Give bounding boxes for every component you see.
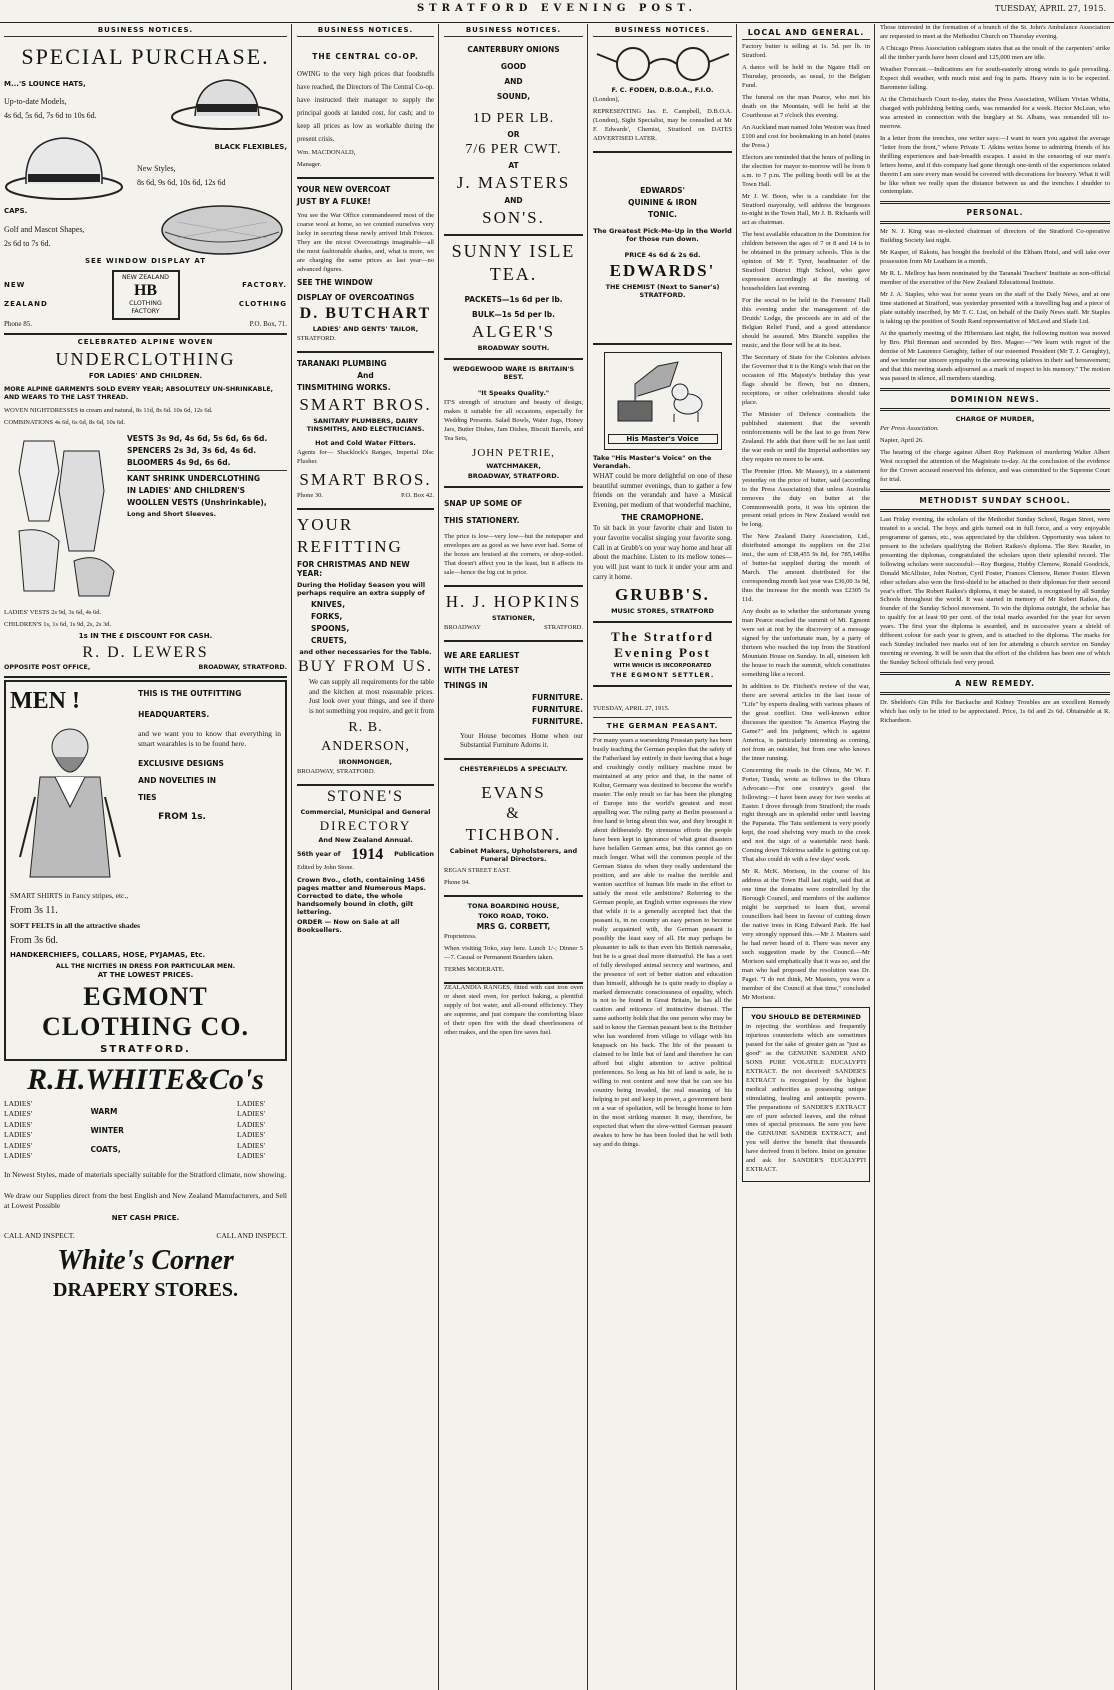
ad-text: SEE THE WINDOW [297,278,373,288]
ad-title: TICHBON. [465,824,562,844]
ad-title: R. B. [348,719,383,735]
news-paragraph: The Minister of Defence contradicts the published statement that the seventh reinforcements will be the last to go from New Zealand. He adds that there will be no last until the war ends or until the Imperial authorities say they require no more to be sent. [742,410,870,463]
logo-text: His Master's Voice [608,434,718,444]
ad-text: GOOD [500,62,527,71]
sanders-extract-ad [742,1007,870,1182]
news-paragraph: Mr N. J. King was re-elected chairman of directors of the Stratford Co-operative Building Society last night. [880,228,1110,245]
ladies-label: LADIES' [4,1099,33,1109]
ad-title: ANDERSON, [321,738,410,754]
ad-text: THE EGMONT SETTLER. [610,671,715,680]
ad-text: FACTORY. [242,281,287,290]
ad-text: CHILDREN'S 1s, 1s 6d, 1s 9d, 2s, 2s 3d. [4,620,112,628]
ad-text: Cabinet Makers, Upholsterers, and Funeral Directors. [449,846,578,863]
table-item: SPOONS, [311,624,350,634]
ad-title: MEN ! [10,687,80,714]
ad-text: TERMS MODERATE. [444,965,505,973]
column-4 [589,24,737,1690]
ad-text: AT THE LOWEST PRICES. [97,971,194,980]
ad-text: HANDKERCHIEFS, COLLARS, HOSE, PYJAMAS, Etc. [10,950,206,959]
ladies-list [237,1099,287,1161]
section-heading: METHODIST SUNDAY SCHOOL. [919,495,1071,505]
news-paragraph: Weather Forecast.—Indications are for south-easterly strong winds to gale prevailing. Expect dull weather, with much mist and fog in parts. Heavy rain is to be expected. Barometer falling. [880,65,1110,91]
issue-date: TUESDAY, APRIL 27, 1915. [593,705,670,713]
ad-text: MRS G. CORBETT, [476,921,551,931]
ad-text: Your House becomes Home when our Substantial Furniture Adorns it. [460,731,583,750]
news-paragraph: For the social to be held in the Foresters' Hall this evening under the management of the Druids' Lodge, the proceeds are in aid of the Belgian Relief Fund, and a good attendance should be assured. Mrs Bianchi supplies the music, and the floor will be at its best. [742,297,870,350]
newspaper-nameplate: The Stratford Evening Post [611,629,714,661]
column-header: BUSINESS NOTICES. [444,26,583,37]
ad-text: WINTER [90,1126,124,1136]
news-paragraph: In addition to Dr. Fitchett's review of the war, there are several articles in the last issue of "Life" by experts dealing with various phases of the great conflict. One well-known editor discusses the question "Is America Playing the Game?" and his judgment, which is against America, is particularly interesting as coming, not from an outsider, but from one who knows the inner running. [742,682,870,762]
ad-title: UNDERCLOTHING [55,349,236,370]
ad-text: STRATFORD. [544,623,583,631]
ad-text: WATCHMAKER, [486,461,541,470]
ad-text: AND [504,196,523,205]
ad-title: TOKO ROAD, TOKO. [478,911,549,920]
news-paragraph: At the Christchurch Court to-day, states the Press Association, William Vivian Whitta, charged with publishing betting cards, was remanded for a week. Hector McLean, who was arrested in connection with the burglary at St. Albans, was remanded till to-morrow. [880,95,1110,130]
news-paragraph: An Auckland man named John Weston was fined £100 and cost for bookmaking in an hotel (states the Press.) [742,123,870,149]
ad-text: ZEALANDIA RANGES, fitted with cast iron oven or sheet steel oven, for perfect baking, a plentiful supply of hot water, and all-round efficiency. They are supreme, and just compare the comforting blaze of their open fire with the dead cheerlessness of other makes, and the open fire saves fuel. [444,983,583,1036]
ad-text: 4s 6d, 5s 6d, 7s 6d to 10s 6d. [4,110,97,120]
ad-text: Commercial, Municipal and General [300,807,431,816]
ad-text: STATIONER, [492,613,535,622]
ad-title: GRUBB'S. [615,585,710,605]
ad-text: SOUND, [496,92,531,101]
ad-title: THE CRAMOPHONE. [621,513,704,523]
ad-text: Golf and Mascot Shapes, [4,225,85,235]
ad-text: BROADWAY, STRATFORD. [198,663,287,671]
ad-text: CLOTHING [238,300,287,309]
ad-title: D. BUTCHART [299,305,432,323]
article-heading: CHARGE OF MURDER, [955,414,1035,423]
column-header: BUSINESS NOTICES. [297,26,434,37]
ad-text: Proprietress. [444,932,477,940]
article-body: For many years a warseeking Prussian party has been busily teaching the German peoples that the safety of the Fatherland lay entirely in their having that a huge and crushingly costly military machine must be maintained at any price and that, in the name of Kultur, Germany was destined to become the world's master. The only result so far has been the plunging of Europe into the world's greatest and most appalling war. The ruling party at Berlin possessed a free hand to bring about this war, and they brought it about deliberately. By strenuous efforts the people have been kept in ignorance of what great disasters have befallen German arms, but this cannot go on much longer. What will the common people of the German States do when they really understand the position, and are able to realise the terrible and wanton sacrifice of human life made in the effort to satisfy the most vile ambitions? Referring to the German people, an English writer expresses the view that while it is a generally accepted fact that the peasant is, in no country an easy person to become really acquainted with, the German peasant is possibly the least easy of all. He may perhaps be pleasanter to talk to than even his British namesake, but he is a great deal more distrustful. He has a sort of fully developed animal secrecy and wariness, and the presence of sort of better station and education than himself, although he is quite ready to display a marked democratic consciousness of equality, which is not to be found in Great Britain, he has all the caution and reticence of instinctive distrust. The same authority holds that the one person who may be said to know the German peasant best is the Britisher who has wandered from village to village with his knapsack on his back. The life of the peasant is claimed to be little but of land and therefore he can afford but slight attention to active political preferences. So long as his bit of land is safe, he is willing to rest content and now that he can see his country being invaded, the real meaning of his helping to put and keep in power, a government bent on a war of spoliation, will be brought home to him in the most striking manner. It may, therefore, be expected that when the slow-witted German peasant awakes to how he has been fooled that he will both say and do things. [593,737,732,1148]
ad-text: and we want you to know that everything in smart wearables is to be found here. [138,728,281,748]
personal-news-list [880,228,1110,384]
ad-text: AND NOVELTIES IN [138,776,217,786]
ad-title: & [506,804,521,822]
ad-text: We draw our Supplies direct from the best English and New Zealand Manufacturers, and Sell at Lowest Possible [4,1190,287,1210]
issue-date: TUESDAY, APRIL 27, 1915. [995,4,1106,13]
ad-text: Manager. [297,161,322,169]
ad-text: REGAN STREET EAST. [444,866,511,874]
column-5 [738,24,875,1690]
phone-number: Phone 94. [444,878,470,886]
ad-text: LADIES' VESTS 2s 9d, 3s 6d, 4s 6d. [4,608,102,616]
column-header: BUSINESS NOTICES. [4,26,287,37]
ad-title: THE CENTRAL CO-OP. [312,52,419,61]
ad-title: R.H.WHITE&Co's [27,1063,264,1097]
ad-title: EDWARDS' [609,260,716,280]
column-1 [0,24,292,1690]
ladies-label: LADIES' [4,1140,33,1150]
ad-text: SPENCERS 2s 3d, 3s 6d, 4s 6d. [127,445,257,455]
egmont-clothing-ad [4,680,287,1062]
ad-title: SON'S. [482,208,545,227]
ad-text: WITH WHICH IS INCORPORATED [613,663,712,670]
ad-price: 7/6 PER CWT. [465,142,562,157]
ad-text: AND [504,77,523,86]
news-paragraph: Electors are reminded that the hours of polling in the election for mayor to-morrow will be from 9 a.m. to 7 p.m. The polling booth will be at the Town Hall. [742,153,870,188]
spectacles-icon [593,44,733,84]
ad-text: To sit back in your favorite chair and listen to your favorite vocalist singing your favorite song. Call in at Grubb's on your way home and hear all about the machine. Listen to its mellow tones—you will just want to tuck it under your arm and carry it home. [593,524,732,581]
news-paragraph: Those interested in the formation of a branch of the St. John's Ambulance Association are requested to meet at the Methodist Church on Thursday evening. [880,24,1110,40]
ad-text: NEW [4,281,26,290]
po-box: P.O. Box 42. [400,492,434,500]
ad-text: When visiting Toko, stay here. Lunch 1/-; Dinner 5—7. Casual or Permanent Boarders taken. [444,944,583,961]
ad-title: STONE'S [326,787,405,805]
ad-text: 1914 [351,845,384,863]
column-3 [440,24,588,1690]
ad-text: and other necessaries for the Table. [299,648,432,657]
column-2 [293,24,439,1690]
table-items-list [297,600,434,645]
ad-text: CALL AND INSPECT. [4,1231,75,1241]
gentleman-illustration [10,717,130,887]
ad-text: SEE WINDOW DISPLAY AT [84,257,207,265]
ladies-label: LADIES' [4,1130,33,1140]
ad-text: HEADQUARTERS. [138,709,210,719]
ad-text: CAPS. [4,206,28,215]
masthead [0,0,1114,23]
ad-price: PRICE 4s 6d & 2s 6d. [624,250,701,259]
ad-text: 1s IN THE £ DISCOUNT FOR CASH. [78,632,213,641]
article-body: Dr. Sheldon's Gin Pills for Backache and Kidney Troubles are an excellent Remedy which has only to be tried to be appreciated. Price, 1s 6d and 2s 6d. Obtainable at R. Richardson. [880,699,1110,725]
ad-title: F. C. FODEN, D.B.O.A., F.I.O. [611,86,714,94]
ad-text: BLACK FLEXIBLES, [214,143,287,152]
ad-title: WEDGEWOOD WARE IS BRITAIN'S BEST. [452,365,575,381]
cap-illustration [157,202,287,257]
article-byline: Per Press Association. [880,424,939,432]
ad-title: SUNNY ISLE [451,241,576,261]
ad-text: CELEBRATED ALPINE WOVEN [77,338,214,347]
ad-title: TINSMITHING WORKS. [297,383,391,393]
ad-text: In Newest Styles, made of materials specially suitable for the Stratford climate, now showing. [4,1170,287,1180]
ad-title: EVANS [481,782,546,802]
ad-text: FURNITURE. [531,704,583,714]
section-heading: DOMINION NEWS. [950,394,1040,404]
ad-title: TEA. [489,264,538,284]
gramophone-dog-icon [608,356,712,428]
ad-text: BROADWAY [444,623,481,631]
ad-text: New Styles, [137,163,176,173]
ad-text: TIES [138,793,157,803]
ladies-garments-illustration [4,431,124,601]
ad-text: DISPLAY OF OVERCOATINGS [297,293,415,303]
table-item: CRUETS, [311,636,347,646]
ad-title: JUST BY A FLUKE! [297,197,371,207]
ad-text: SOFT FELTS in all the attractive shades [10,920,141,930]
news-paragraph: Mr Kasper, of Rakotu, has bought the freehold of the Eltham Hotel, and will take over possession from Mr Leatham in a month. [880,249,1110,266]
section-heading: A NEW REMEDY. [955,679,1035,689]
ad-text: SANITARY PLUMBERS, DAIRY TINSMITHS, AND ELECTRICIANS. [306,417,425,434]
ad-text: 8s 6d, 9s 6d, 10s 6d, 12s 6d [137,177,226,187]
ladies-label: LADIES' [4,1150,33,1160]
ad-text: Wm. MACDONALD, [297,149,356,157]
ladies-label: LADIES' [4,1119,33,1129]
news-paragraph: At the quarterly meeting of the Hibernians last night, the following motion was moved by Bro. Phil Brennan and seconded by Bro. Magee:—"We learn with regret of the demise of Mr Laurence Geraghty, father of our esteemed President (Mr T. J. Geraghty), and we tender our sincere sympathy to the sorrowing relatives in their sad bereavement; and that this meeting stands adjourned as a mark of respect to his memory." The motion was passed in silence, all members standing. [880,330,1110,382]
ad-text: STRATFORD. [100,1044,191,1056]
article-dateline: Napier, April 26. [880,436,924,444]
local-news-list [742,43,870,1003]
column-header: BUSINESS NOTICES. [593,26,732,37]
ad-text: AT [508,161,519,170]
ad-title: SNAP UP SOME OF [444,498,523,508]
ad-title: BUY FROM US. [298,658,433,676]
ad-text: From 3s 6d. [10,935,59,947]
ad-text: From 3s 11. [10,904,58,916]
table-item: FORKS, [311,612,343,622]
ad-text: FURNITURE. [531,692,583,702]
ad-text: OWING to the very high prices that foodstuffs have reached, the Directors of The Central Co-op. have instructed their manager to supply the principal goods at landed cost, for cash; and to keep all prices as low as workable during the present crisis. [297,71,434,143]
news-paragraph: In a letter from the trenches, one writer says:—I want to warn you against the average "letter from the front," where Private T. Atkins writes home to admiring friends of his thrilling experiences and hair-breadth escapes. I assist in the censoring of our men's letters home, and if this company had gone through one-tenth of the experiences related therein I am sure every man would be covered with decorations for bravery. What it will be like when we really span the distance between us and the trenches I shudder to contemplate. [880,134,1110,196]
ad-text: ZEALAND [4,300,48,309]
ad-text: VESTS 3s 9d, 4s 6d, 5s 6d, 6s 6d. [127,433,268,443]
ad-title: TONIC. [648,209,677,219]
ladies-label: LADIES' [237,1109,266,1119]
ad-title: H. J. HOPKINS [445,591,582,611]
ad-title: THINGS IN [444,680,488,690]
ad-title: THIS STATIONERY. [444,515,520,525]
ladies-list [4,1099,54,1161]
ad-price: PACKETS—1s 6d per lb. [464,295,563,304]
ad-text: LADIES' AND GENTS' TAILOR, [312,325,419,334]
ad-text: Agents for— Shacklock's Ranges, Imperial Dlsc Flusher. [297,449,434,466]
ad-text: Edited by John Stone. [297,863,355,871]
ad-text: WHAT could be more delightful on one of these beautiful summer evenings, than to gather a few friends on the verandah and have a Musical Evening, per medium of that wonderful machine, [593,471,732,509]
ad-text: FURNITURE. [531,716,583,726]
ad-text: FOR LADIES' AND CHILDREN. [88,372,203,381]
ad-title: EDWARDS' [640,185,685,195]
ad-title: White's Corner [57,1244,234,1276]
ad-text: EXCLUSIVE DESIGNS [138,759,224,769]
ad-text: IRONMONGER, [338,757,393,766]
ad-title: DIRECTORY [319,817,412,833]
ad-text: THE CHEMIST (Next to Saner's) STRATFORD. [605,282,720,299]
boater-hat-illustration [167,72,287,132]
ad-title: TONA BOARDING HOUSE, [467,901,560,910]
ad-text: Up-to-date Models, [4,96,67,106]
ad-title: YOUR [297,515,354,535]
ad-text: (London), [593,96,620,103]
news-paragraph: Mr R. L. Mellroy has been nominated by the Taranaki Teachers' Institute as non-official member of the executive of the New Zealand Educational Institute. [880,270,1110,287]
po-box: P.O. Box, 71. [249,320,287,329]
ad-text: THIS IS THE OUTFITTING [138,688,242,698]
ad-title: SPECIAL PURCHASE. [21,44,270,69]
ad-text: MUSIC STORES, STRATFORD [611,607,714,616]
ad-text: OPPOSITE POST OFFICE, [4,663,91,671]
ad-text: WARM [90,1107,118,1117]
news-paragraph: A Chicago Press Association cablegram states that as the result of the carpenters' strike all the timber yards have been closed and 125,000 men are idle. [880,44,1110,61]
ad-text: Hot and Cold Water Fitters. [315,439,416,448]
article-heading: THE GERMAN PEASANT. [606,722,719,731]
ad-text: BROADWAY SOUTH. [477,344,550,352]
ladies-label: LADIES' [237,1140,266,1150]
news-paragraph: Mr R. McK. Morison, in the course of his address at the Town Hall last night, said that at one time the domains were controlled by the Borough Council, and members of the audience might be surprised to learn that, several councillors had been in favour of cutting down the native trees in King Edward Park. He had very strongly opposed this.—Mr J. Masters said he had never heard of it. There was never any such suggestion made by the Council.—Mr Morison said emphatically that it was so, and the man who had proposed the resolution was Dr. Paget. "I do not think, Mr Masters, you were a member of the Council at that time," concluded Mr Morison. [742,868,870,1001]
ad-text: OR [507,130,520,139]
news-paragraph: Factory butter is selling at 1s. 5d. per lb. in Stratford. [742,43,870,59]
ad-title: Take "His Master's Voice" on the Verandah. [593,453,712,470]
ad-text: NET CASH PRICE. [111,1214,180,1223]
ad-title: YOU SHOULD BE DETERMINED [751,1012,861,1021]
ad-title: TARANAKI PLUMBING [297,359,387,369]
methodist-news-list [880,516,1110,668]
ad-text: We can supply all requirements for the table and the kitchen at most reasonable prices. Just look over your things, and see if there is not something you require, and get it from [309,678,435,715]
ad-text: SMART SHIRTS in Fancy stripes, etc., [10,890,129,900]
ad-title: R. D. LEWERS [82,643,209,661]
ad-text: FOR CHRISTMAS AND NEW YEAR: [297,560,410,579]
ad-text: M...'S LOUNCE HATS, [4,80,86,89]
ad-title: ALGER'S [471,322,556,341]
ladies-label: LADIES' [237,1099,266,1109]
ad-title: JOHN PETRIE, [472,446,555,459]
phone-number: Phone 85. [4,320,32,329]
newspaper-title: STRATFORD EVENING POST. [417,3,697,14]
news-paragraph: Last Friday evening, the scholars of the Methodist Sunday School, Regan Street, were treated to a social. The boys and girls turned out in full force, and a very enjoyable programme of games, etc., was appreciated by the children. Opportunity was taken to present to the scholars qualifying the Robert Raikes's diploma. The Rev. Reader, in presenting the diplomas, congratulated the scholars upon their splendid record. The following scholars were successful:—Roy Burgess, Hubby Clemow, Ronald Goodrick, Donald McAllister, John Norton, Cyril Foster, Frances Clemow, Renee Foster. Eleven other scholars also won the first-shield to be attached to their diplomas for their second year's effort. The Robert Raikes's diploma, it may be stated, is recognised by all Sunday Schools throughout the world. It was started in memory of Mr Robert Raikes, the founder of the Sunday School movement. To win the diploma outright, the scholar has to qualify for at least 90 per cent. of the total marks awarded for the year for seven years. The first year the diploma is awarded, and in successive years a shield of different colour for each year is given, and is attached to the diploma. The marks for each Sunday included two marks out of ten for attending a church service on Sunday morning or evening. It will be seen that the effort of the children has been one of which the Sunday School officials feel very proud. [880,515,1110,667]
ad-text: 2s 6d to 7s 6d. [4,239,51,249]
his-masters-voice-logo [604,352,722,450]
ad-text: BROADWAY, STRATFORD. [467,471,560,480]
ad-text: The Greatest Pick-Me-Up in the World for those run down. [593,226,732,243]
ad-price: BULK—1s 5d per lb. [472,310,555,319]
table-item: KNIVES, [311,600,346,610]
news-paragraph: Mr J. A. Staples, who was for some years on the staff of the Daily News, and at one time stationed at Stratford, was yesterday presented with a travelling bag and a piece of plate suitably inscribed, by Mr T. C. List, on behalf of the Daily News staff. Mr Staples is taking up the position of South Rand representative of McLeod and Slade Ltd. [880,291,1110,326]
ad-text: The price is low—very low—but the notepaper and envelopes are as good as we have ever had. Some of the boxes are bruised at the corners, or shop-soiled. That doesn't affect you in the least, but it affects its sale—hence the big cut in price. [444,532,583,576]
ad-text: REPRESENTING Jas. E. Campbell, D.B.O.A. (London), Sight Specialist, may be consulted at Mr F. Edwards', Chemist, Stratford on DATES ADVERTISED LATER. [593,107,732,142]
ad-text: IT'S strength of structure and beauty of design, makes it suitable for all occasions, especially for Wedding Presents. Salad Bowls, Water Jugs, Honey Jars, Butter Dishes, Jam Dishes, Biscuit Barrels, and Tea Sets, [444,399,583,442]
ad-price: 1D PER LB. [472,111,555,126]
ad-text: COATS, [90,1145,121,1155]
ad-title: WITH THE LATEST [444,665,519,675]
ad-text: BROADWAY, STRATFORD. [297,767,376,775]
news-paragraph: The Secretary of State for the Colonies advises the Governor that it is the King's wish that on the occasion of His Majesty's birthday this year flags should be flown, but no dinners, receptions, or other celebrations should take place. [742,354,870,406]
ad-text: You see the War Office commandeered most of the coarse wool at home, so we counted ourselves very lucky in securing these newly arrived Irish Friezes. They are the nicest Overcoatings imaginable—all the most fashionable shades, and, what is more, we are charging the same prices as last year—no advanced figures. [297,212,434,274]
alpine-underclothing-ad [4,335,287,677]
ad-text: CALL AND INSPECT. [216,1231,287,1241]
column-6 [876,24,1114,1690]
ad-text: ALL THE NICITIES IN DRESS FOR PARTICULAR MEN. [55,963,236,970]
ad-text: IN LADIES' AND CHILDREN'S [127,485,246,495]
rh-white-ad [4,1063,287,1302]
ad-text: in rejecting the worthless and frequently injurious counterfeits which are sometimes passed for the sake of greater gain as "just as good" as the GENUINE SANDER AND SONS PURE VOLATILE EUCALYPTI EXTRACT. Be not deceived! SANDER'S EXTRACT is recognised by the highest medical authorities as possessing unique stimulating, healing and antiseptic powers. The preparations of SANDER'S EXTRACT are of pure selected leaves, and the robust ones of special processes. Be sure you have the GENUINE SANDER EXTRACT, and you will derive the benefit that thousands have derived from it before. Insist on genuine and ask for SANDER'S EUCALYPTI EXTRACT. [746,1022,866,1174]
ad-text: "It Speaks Quality." [477,389,550,397]
ladies-label: LADIES' [237,1130,266,1140]
ad-text: Long and Short Sleeves. [127,509,217,518]
news-paragraph: Mr J. W. Boon, who is a candidate for the Stratford mayoralty, will address the burgesses to-night in the Town Hall, Mr J. B. Richards will act as chairman. [742,192,870,227]
phone-number: Phone 30. [297,492,323,500]
ad-title: CANTERBURY ONIONS [467,45,560,54]
special-purchase-ad [4,39,287,335]
ad-title: DRAPERY STORES. [53,1278,238,1301]
bowler-hat-illustration [4,132,124,202]
ad-title: CHESTERFIELDS A SPECIALTY. [459,764,568,773]
news-list [880,24,1110,197]
ad-text: KANT SHRINK UNDERCLOTHING [127,473,261,483]
news-paragraph: Concerning the roads in the Ohura, Mr W. F. Porter, Tunda, wrote as follows to the Ohura Advocate:—For one country's good the following:—I have been away for two weeks at Easter. I drove through from Stratford; the roads right through are in splendid order until leaving the Paparata. The Tatu settlement is very poorly kept, the road shelving very much to the creek and not the sign of a watertable next bank. Coming down Tokirima saddle is getting cut up. That also could do with a few days' work. [742,766,870,864]
ladies-label: LADIES' [237,1119,266,1129]
ad-text: ORDER — Now on Sale at all Booksellers. [297,917,400,934]
news-paragraph: Any doubt as to whether the unfortunate young man Pearce reached the summit of Mt. Egmont were set at rest by the discovery of a message signed by the unfortunate man, by a party of thirteen who reached the top from the Stratford Mountain House on Sunday. In all, nineteen left the house to reach the summit, which constitutes something like a record. [742,608,870,678]
ad-title: QUININE & IRON [628,197,697,207]
ad-text: BLOOMERS 4s 9d, 6s 6d. [127,457,231,467]
ad-text: WOVEN NIGHTDRESSES in cream and natural, 8s 11d, 8s 6d. 10s 6d, 12s 6d. [4,406,213,414]
clothing-factory-logo: NEW ZEALAND HB CLOTHING FACTORY [112,270,180,320]
news-paragraph: The Premier (Hon. Mr Massey), in a statement yesterday on the price of butter, said (according to the Press Association) that unless Australia removes the duty on butter at the Commonwealth ports, it was his opinion the present retail prices in New Zealand would not be long. [742,467,870,529]
ad-text: COMBINATIONS 4s 6d, 6s 6d, 8s 6d, 10s 6d. [4,418,125,426]
section-heading: LOCAL AND GENERAL. [742,28,870,40]
ad-text: Publication [394,850,434,858]
news-paragraph: The funeral on the man Pearce, who met his death on the Mountain, will be held at the Courthouse at 7 o'clock this evening. [742,93,870,119]
ad-text: FROM 1s. [158,812,206,823]
ad-text: And [357,371,374,381]
article-body: The hearing of the charge against Albert Roy Parkinson of murdering Walter Albert West occupied the attention of the Magistrate to-day. At the conclusion of the evidence for the Crown accused reserved his defence, and was committed to the Supreme Court for trial. [880,448,1110,483]
ad-text: During the Holiday Season you will perhaps require an extra supply of [297,581,426,598]
news-paragraph: The best available education in the Dominion for children between the ages of 7 or 8 and 14 is to be obtained in the primary schools. This is the opinion of Mr F. Tyrer, headmaster of the Stratford District High School, who gave expression accordingly at the meeting of householders last evening. [742,231,870,293]
section-heading: PERSONAL. [966,208,1024,218]
ad-title: REFITTING [297,537,403,557]
ad-text: Crown 8vo., cloth, containing 1456 pages matter and Numerous Maps. Corrected to date, the whole handsomely bound in cloth, gilt lettering. [297,875,426,916]
ad-title: YOUR NEW OVERCOAT [297,185,391,195]
ladies-label: LADIES' [4,1109,33,1119]
ad-text: MORE ALPINE GARMENTS SOLD EVERY YEAR; ABSOLUTELY UN-SHRINKABLE, AND WEARS TO THE LAST THREAD. [4,385,274,401]
ad-text: STRATFORD. [297,335,336,343]
ad-text: 56th year of [297,850,341,858]
ad-text: WOOLLEN VESTS (Unshrinkable), [127,497,267,507]
ad-text: And New Zealand Annual. [318,835,413,844]
ad-title: SMART BROS. [299,470,432,490]
logo-text: NEW ZEALAND [121,274,170,282]
ad-title: WE ARE EARLIEST [444,650,520,660]
ladies-label: LADIES' [237,1150,266,1160]
news-paragraph: The New Zealand Dairy Association, Ltd., distributed amongst its suppliers on the 21st inst., the sum of £38,455 9s 8d, for 785,149lbs of butter-fat supplied during the month of March. The amount distributed for the corresponding month last year was £36,00 3s 9d, thus the increase for the month was £2305 5s 11d. [742,533,870,604]
news-paragraph: A dance will be held in the Ngaire Hall on Thursday, proceeds, as usual, to the Belgian Fund. [742,63,870,89]
logo-text: CLOTHING FACTORY [129,300,162,316]
ad-title: J. MASTERS [456,173,571,192]
ad-title: EGMONT CLOTHING CO. [41,982,250,1042]
ad-title: SMART BROS. [299,395,432,415]
